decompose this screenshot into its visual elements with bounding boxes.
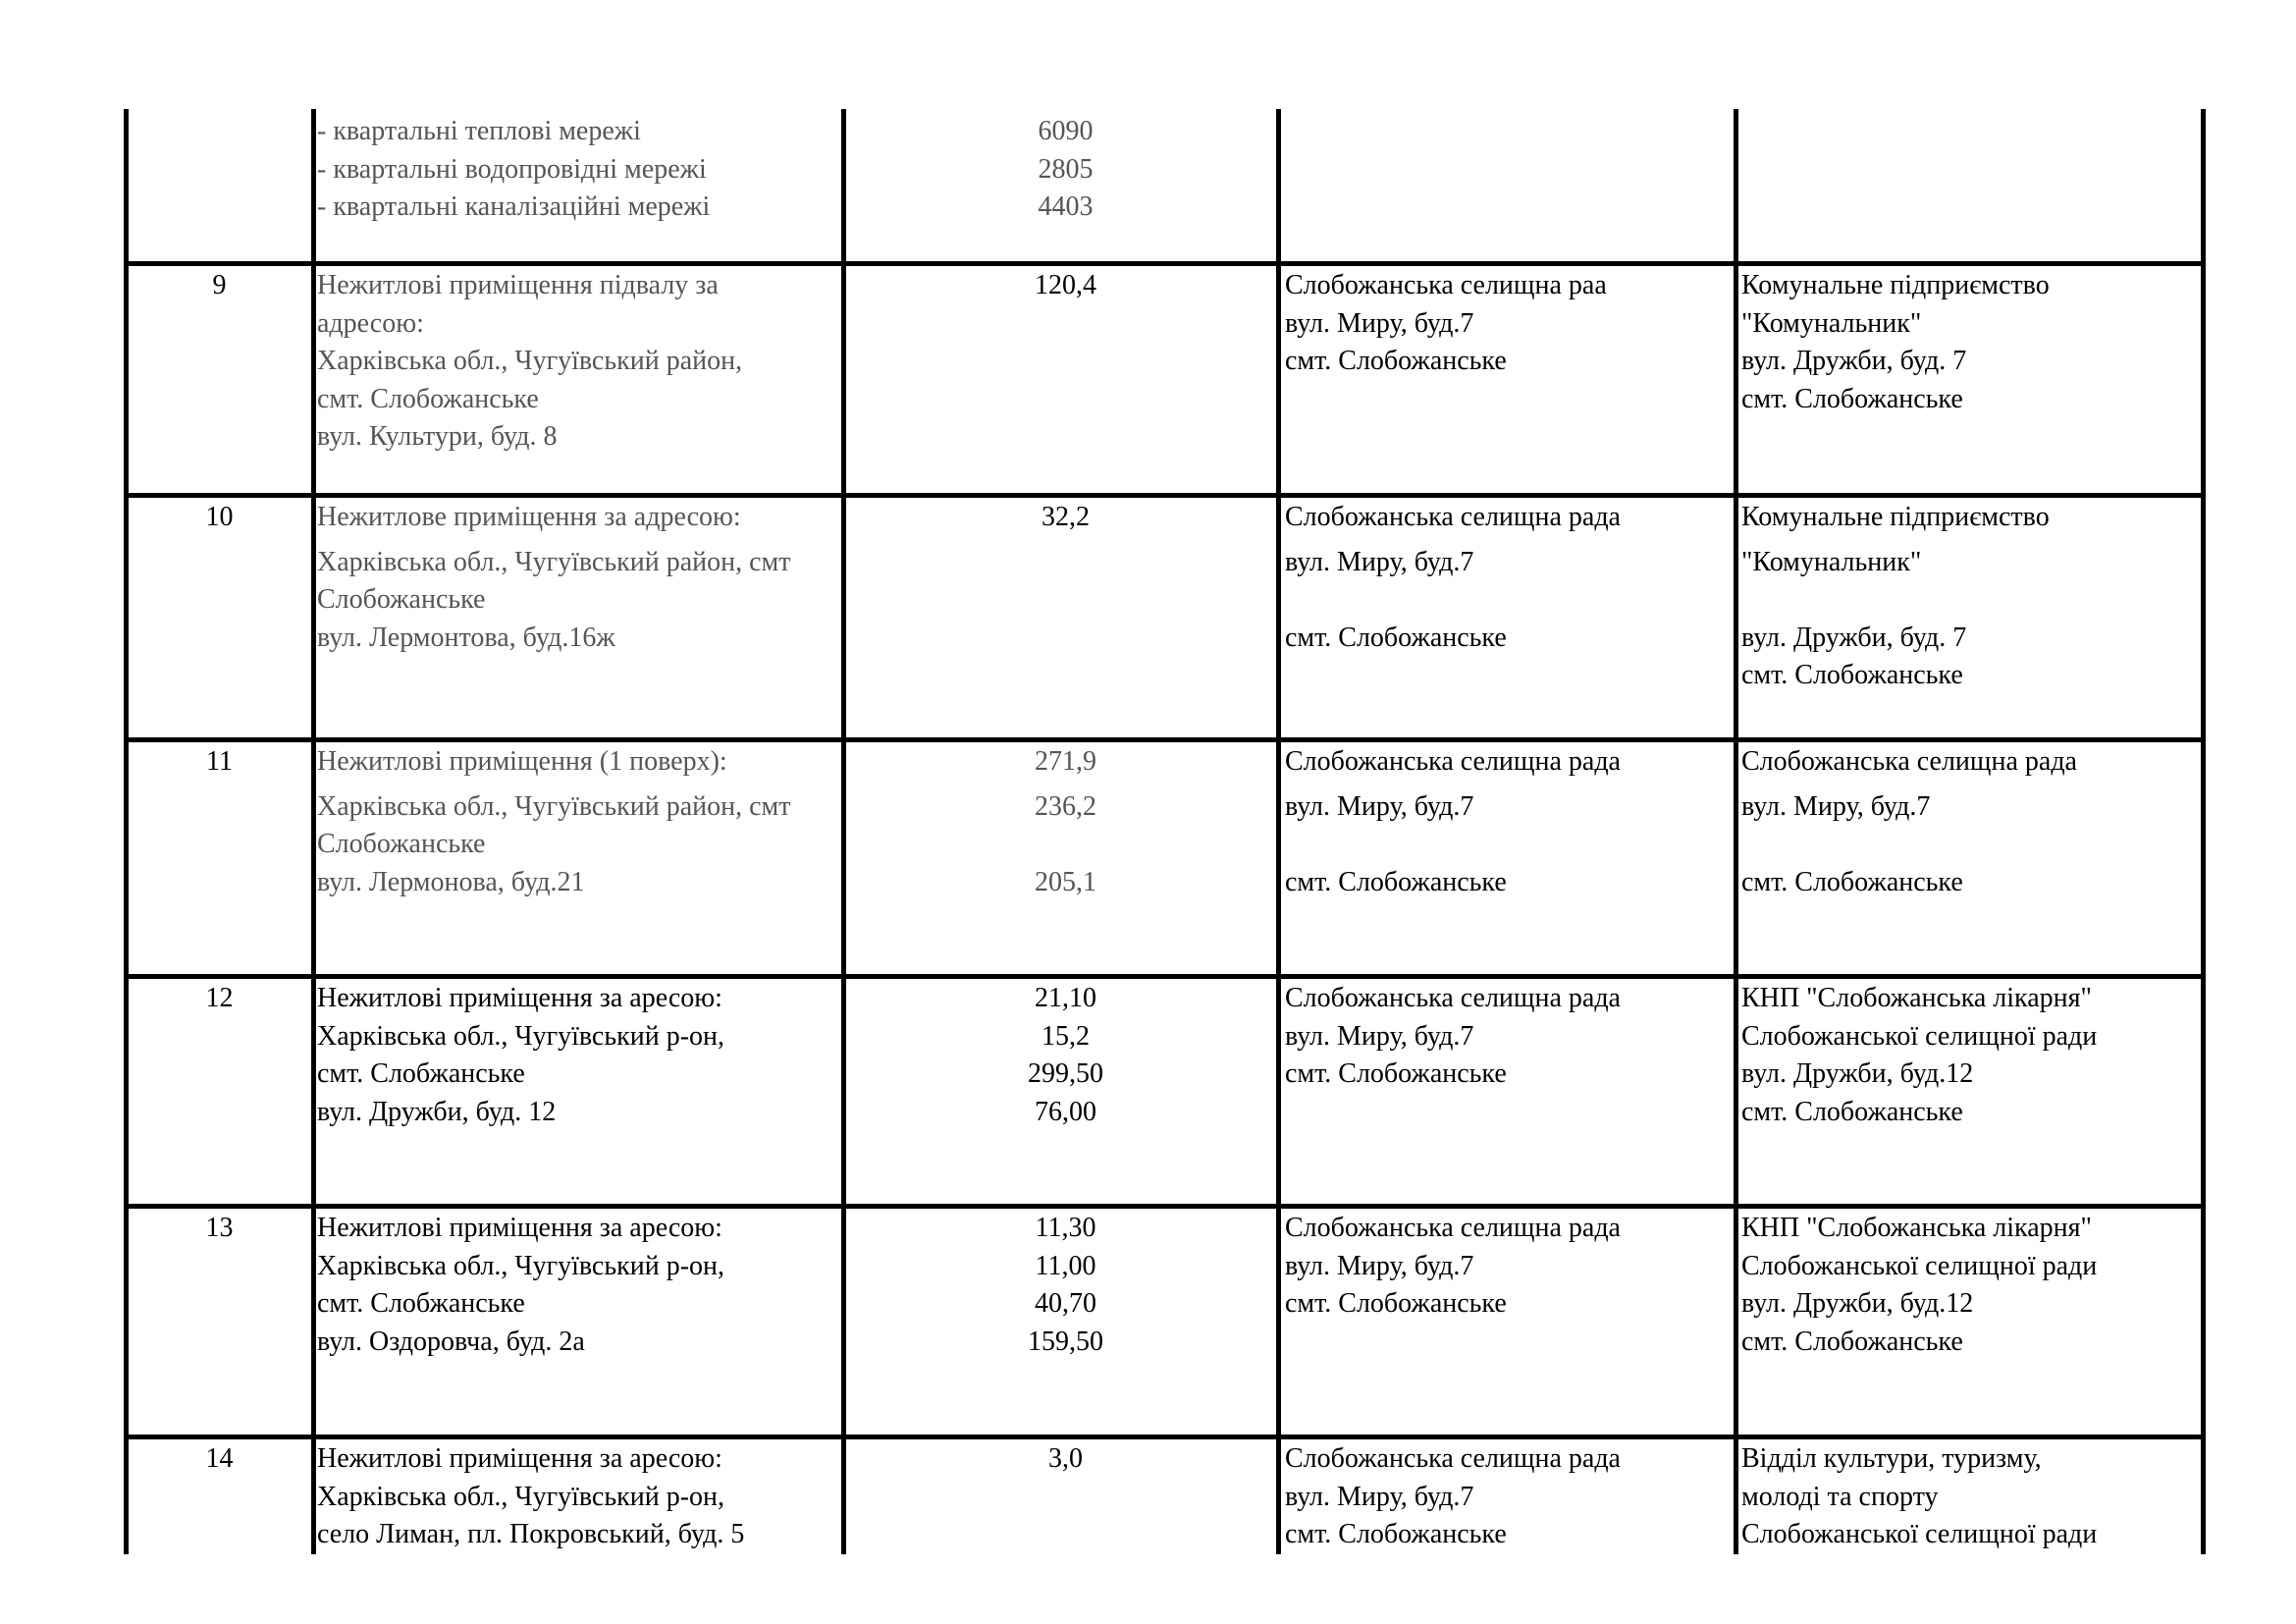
area-line: 236,2 [1035,790,1096,822]
area-line: 40,70 [1035,1288,1096,1320]
area-line: 76,00 [1035,1096,1096,1127]
user-line: КНП "Слобожанська лікарня" [1741,983,2092,1013]
description-line: вул. Оздоровча, буд. 2а [317,1326,585,1357]
user-line: "Комунальник" [1741,546,1922,577]
table-border-right [2201,109,2206,1554]
balance-line: смт. Слобожанське [1285,622,1507,653]
description-line: Слобожанське [317,584,486,616]
description-line: Нежитлові приміщення за аресою: [317,1443,722,1474]
user-line: Слобожанської селищної ради [1741,1020,2098,1052]
property-user [1741,1440,2198,1554]
description-line: Харківська обл., Чугуївський р-он, [317,1020,725,1052]
balance-line: Слобожанська селищна рада [1285,502,1621,532]
row-number: 9 [212,270,227,300]
area-value [852,1210,1279,1361]
balance-line: Слобожанська селищна рада [1285,1213,1621,1243]
description-line: Харківська обл., Чугуївський район, смт [317,790,791,822]
description-line: - квартальні теплові мережі [317,116,641,146]
area-line: 159,50 [1028,1326,1103,1357]
row-divider [124,261,2206,266]
property-description [317,267,847,457]
user-line: вул. Дружби, буд.12 [1741,1058,1974,1090]
balance-holder [1285,980,1735,1094]
description-line: Нежитлові приміщення (1 поверх): [317,746,727,777]
column-divider [311,109,316,1554]
row-number: 12 [205,983,234,1013]
user-line: Слобожанської селищної ради [1741,1250,2098,1281]
user-line: вул. Дружби, буд.12 [1741,1288,1974,1320]
user-line: Відділ культури, туризму, [1741,1443,2042,1474]
balance-line: смт. Слобожанське [1285,1058,1507,1090]
area-line: 15,2 [1041,1020,1090,1052]
description-line: Нежитлові приміщення за аресою: [317,1213,722,1243]
description-line: - квартальні водопровідні мережі [317,153,707,185]
description-line: Нежитлове приміщення за адресою: [317,502,741,532]
balance-line: вул. Миру, буд.7 [1285,307,1474,339]
balance-holder [1285,1440,1735,1554]
balance-line: вул. Миру, буд.7 [1285,1481,1474,1512]
property-description [317,980,847,1131]
area-line: 299,50 [1028,1058,1103,1090]
row-divider [124,1204,2206,1209]
area-line: 11,30 [1035,1213,1096,1243]
property-user [1741,743,2198,901]
area-line: 271,9 [1035,746,1096,777]
row-number: 10 [205,502,234,532]
area-value [852,1440,1279,1479]
row-divider [124,493,2206,498]
description-line: смт. Слобожанське [317,383,539,414]
user-line: "Комунальник" [1741,307,1922,339]
description-line: вул. Лермонова, буд.21 [317,866,585,897]
balance-holder [1285,1210,1735,1324]
user-line: смт. Слобожанське [1741,660,1963,691]
row-divider [124,1435,2206,1439]
balance-line: Слобожанська селищна рада [1285,983,1621,1013]
property-user [1741,980,2198,1131]
description-line: Харківська обл., Чугуївський р-он, [317,1481,725,1512]
description-line: Харківська обл., Чугуївський район, [317,346,743,377]
area-line: 4403 [1038,191,1094,223]
property-description [317,1210,847,1361]
description-line: адресою: [317,307,424,339]
area-line: 3,0 [1048,1443,1083,1474]
description-line: Харківська обл., Чугуївський р-он, [317,1250,725,1281]
area-value [852,113,1279,227]
balance-holder [1285,499,1735,657]
row-number: 13 [205,1213,234,1243]
user-line: смт. Слобожанське [1741,1096,1963,1127]
balance-line: смт. Слобожанське [1285,346,1507,377]
property-description [317,1440,847,1554]
user-line: смт. Слобожанське [1741,1326,1963,1357]
description-line: Харківська обл., Чугуївський район, смт [317,546,791,577]
property-description [317,743,847,901]
area-value [852,499,1279,537]
user-line: Комунальне підприємство [1741,502,2050,532]
property-description [317,113,847,227]
user-line: смт. Слобожанське [1741,866,1963,897]
description-line: село Лиман, пл. Покровський, буд. 5 [317,1519,745,1550]
table-border-left [124,109,129,1554]
row-number: 11 [206,746,233,777]
user-line: вул. Дружби, буд. 7 [1741,622,1967,653]
balance-holder [1285,743,1735,901]
balance-line: вул. Миру, буд.7 [1285,790,1474,822]
user-line: молоді та спорту [1741,1481,1939,1512]
area-line: 11,00 [1035,1250,1096,1281]
description-line: смт. Слобжанське [317,1058,525,1090]
area-value [852,980,1279,1131]
user-line: смт. Слобожанське [1741,383,1963,414]
row-number: 14 [205,1443,234,1474]
area-line: 2805 [1038,153,1094,185]
balance-line: Слобожанська селищна рада [1285,1443,1621,1474]
area-line: 120,4 [1035,270,1096,300]
property-user [1741,267,2198,418]
balance-line: вул. Миру, буд.7 [1285,1250,1474,1281]
property-user [1741,499,2198,695]
description-line: Слобожанське [317,829,486,860]
property-table [124,109,2206,1554]
area-line: 32,2 [1041,502,1090,532]
user-line: вул. Дружби, буд. 7 [1741,346,1967,377]
row-divider [124,974,2206,979]
balance-line: вул. Миру, буд.7 [1285,546,1474,577]
area-value [852,743,1279,901]
description-line: смт. Слобжанське [317,1288,525,1320]
balance-holder [1285,267,1735,381]
balance-line: смт. Слобожанське [1285,1519,1507,1550]
area-line: 6090 [1038,116,1094,146]
balance-line: вул. Миру, буд.7 [1285,1020,1474,1052]
description-line: вул. Дружби, буд. 12 [317,1096,557,1127]
user-line: вул. Миру, буд.7 [1741,790,1931,822]
user-line: Слобожанської селищної ради [1741,1519,2098,1550]
balance-line: Слобожанська селищна рада [1285,746,1621,777]
area-line: 21,10 [1035,983,1096,1013]
row-divider [124,737,2206,742]
description-line: Нежитлові приміщення за аресою: [317,983,722,1013]
user-line: Комунальне підприємство [1741,270,2050,300]
property-description [317,499,847,657]
user-line: КНП "Слобожанська лікарня" [1741,1213,2092,1243]
area-line: 205,1 [1035,866,1096,897]
description-line: вул. Культури, буд. 8 [317,421,558,453]
property-user [1741,1210,2198,1361]
area-value [852,267,1279,305]
description-line: вул. Лермонтова, буд.16ж [317,622,615,653]
balance-line: Слобожанська селищна раа [1285,270,1607,300]
balance-line: смт. Слобожанське [1285,866,1507,897]
user-line: Слобожанська селищна рада [1741,746,2077,777]
description-line: Нежитлові приміщення підвалу за [317,270,719,300]
description-line: - квартальні каналізаційні мережі [317,191,711,223]
balance-line: смт. Слобожанське [1285,1288,1507,1320]
